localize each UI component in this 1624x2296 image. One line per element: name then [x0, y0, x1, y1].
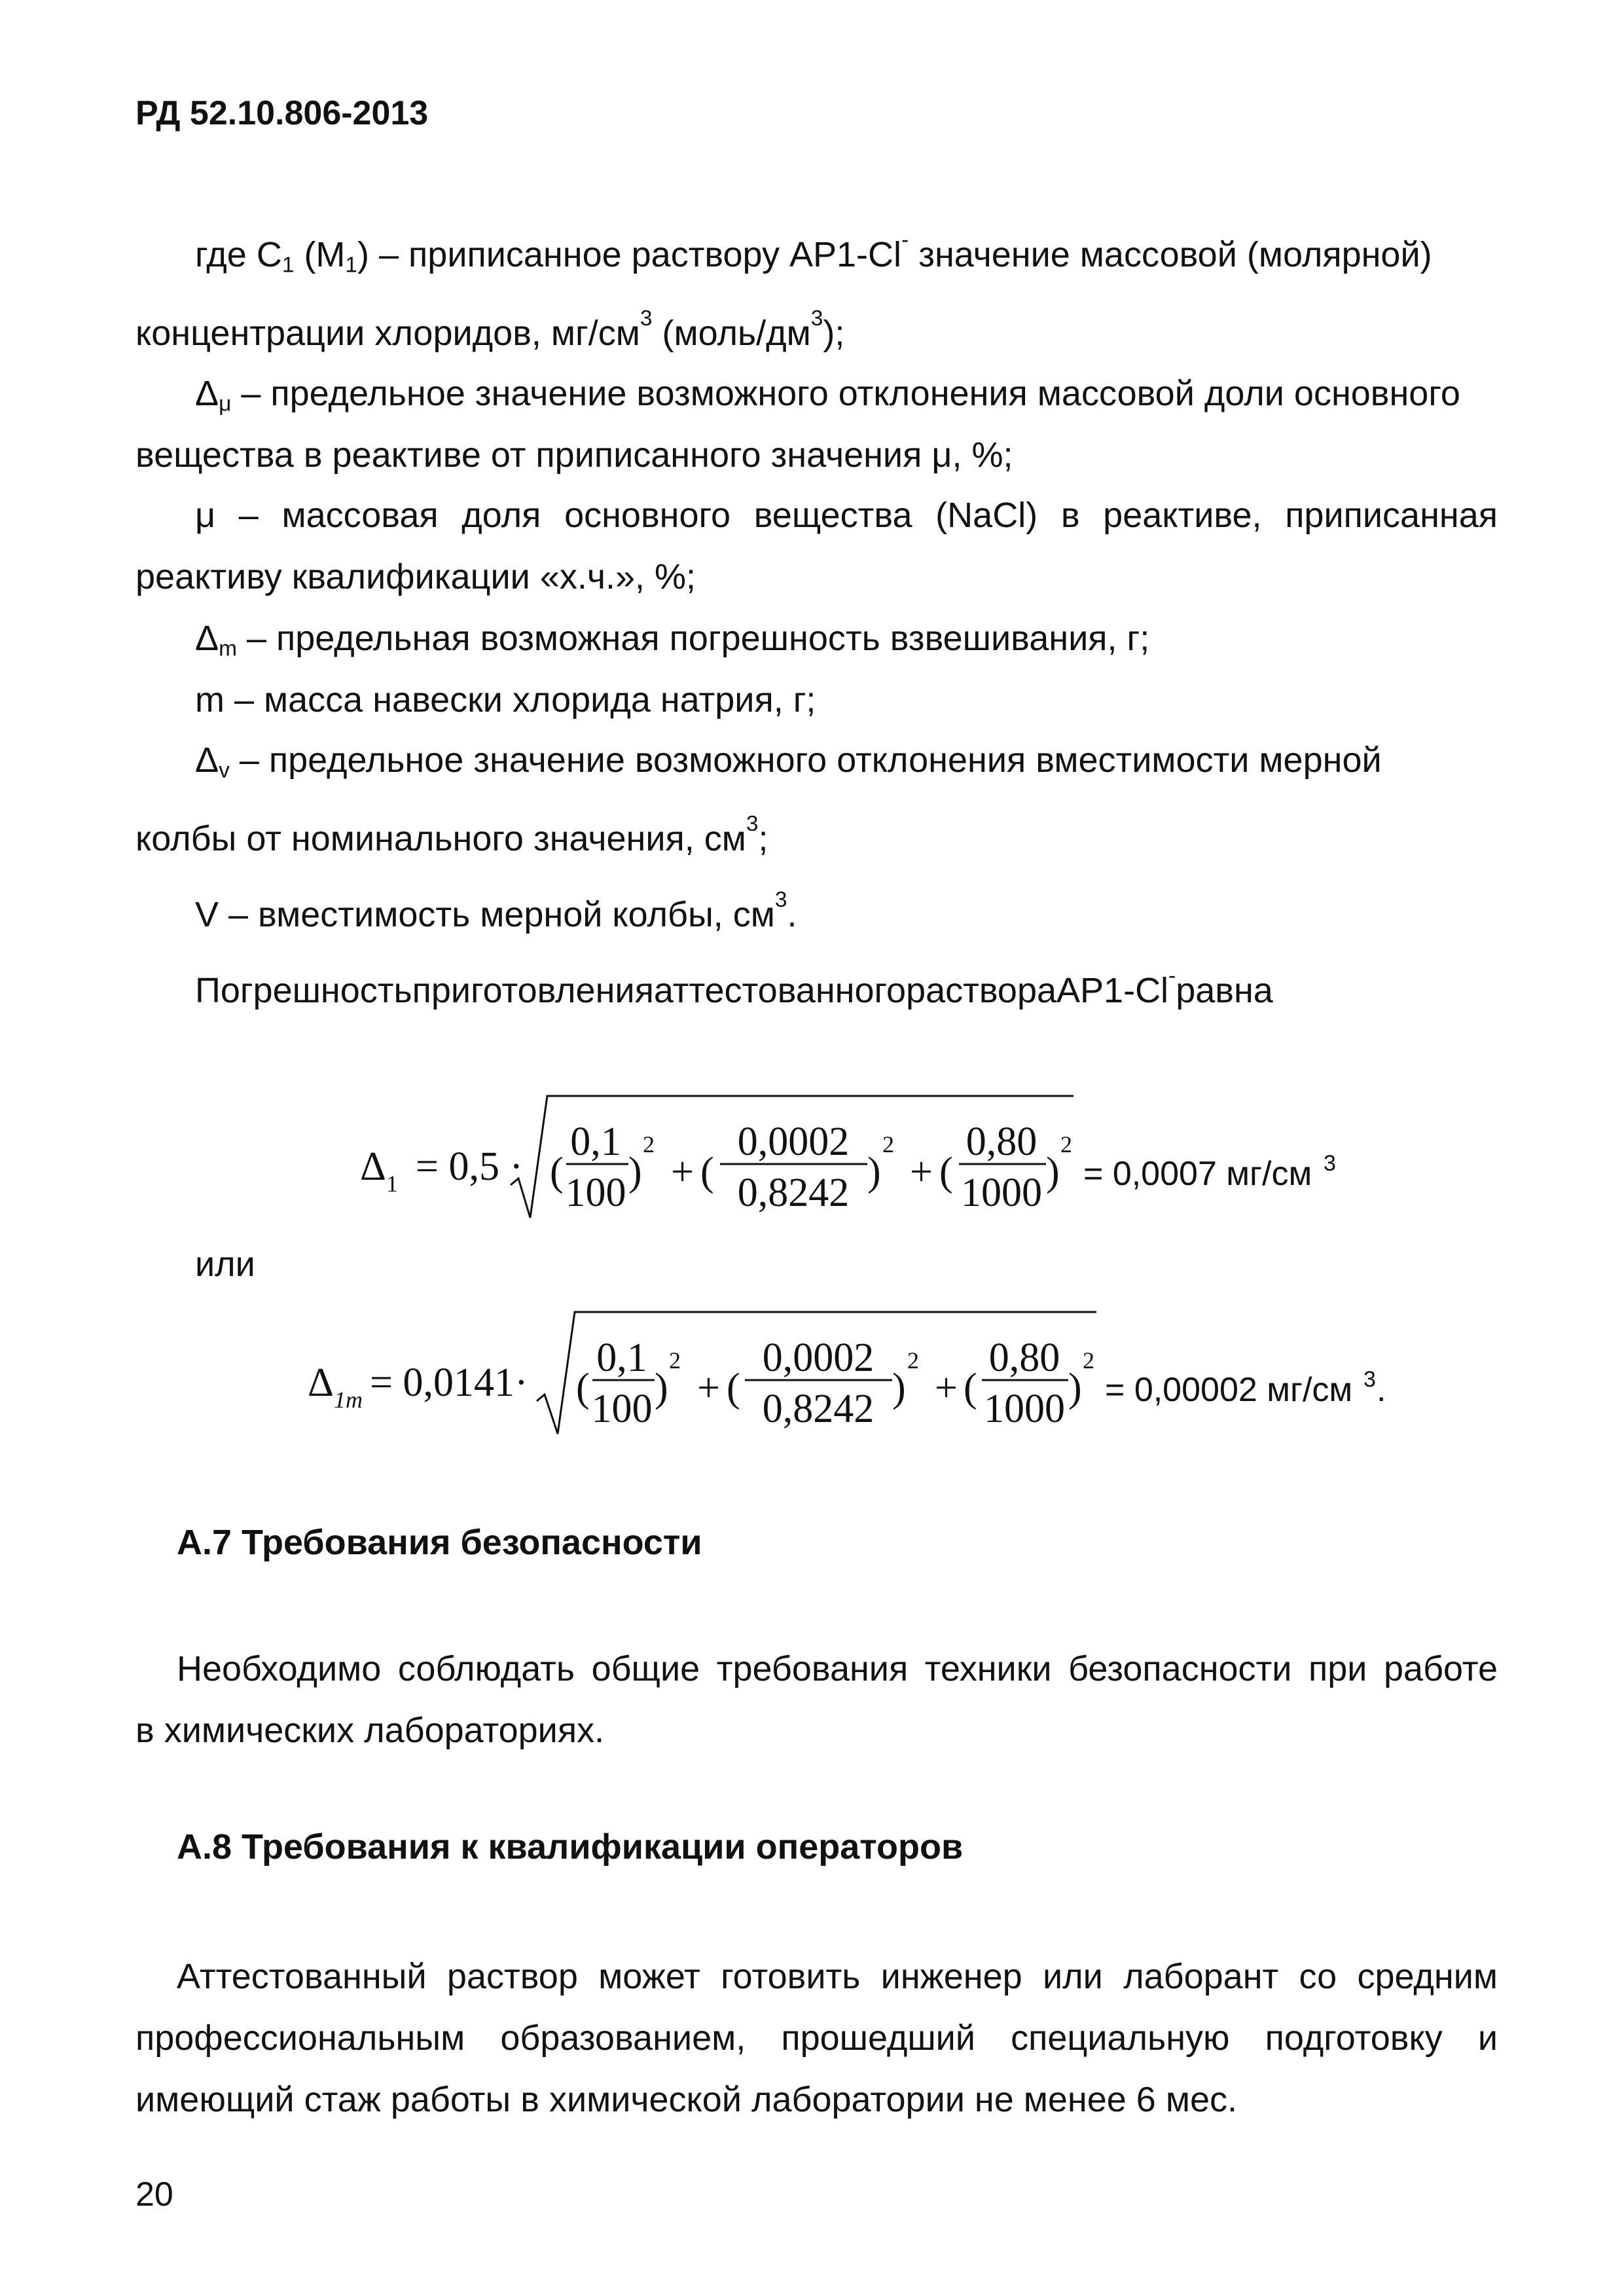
formula1-exp-2: 2 [882, 1131, 894, 1157]
formula2-paren-open-1: ( [576, 1366, 590, 1410]
formula2-lhs: Δ [308, 1360, 334, 1405]
definition-delta-mu-line2: вещества в реактиве от приписанного значения μ, %; [135, 435, 1013, 475]
formula2-paren-close-1: ) [655, 1366, 668, 1410]
definition-delta-m: $\Delta_m$ – предельная возможная погрешность взвешивания, г; [195, 619, 1150, 661]
formula2-coef: = 0,0141· [370, 1360, 528, 1405]
definition-delta-v-line1: $\Delta_v$ – предельное значение возможного отклонения вместимости мерной [195, 740, 1382, 783]
formula1-result: = 0,0007 мг/см [1083, 1155, 1312, 1193]
formula2-paren-close-2: ) [892, 1366, 906, 1410]
formula2-paren-open-3: ( [964, 1366, 977, 1410]
section-a8-heading: А.8 Требования к квалификации операторов [177, 1827, 964, 1867]
definition-mu-line1: μ – массовая доля основного вещества (NaCl) в реактиве, приписанная [195, 496, 1498, 535]
formula1-num-1: 0,1 [570, 1120, 621, 1164]
formula2-result: = 0,00002 мг/см [1105, 1371, 1353, 1409]
formula2-den-1: 100 [591, 1387, 653, 1431]
formula1-plus-2: + [910, 1150, 933, 1194]
definition-delta-v-line2: колбы от номинального значения, $см^3$; [135, 811, 768, 858]
formula1-paren-close-1: ) [628, 1150, 642, 1194]
section-a8-line3: имеющий стаж работы в химической лаборатории не менее 6 мес. [135, 2080, 1237, 2119]
formula-delta-1m [301, 1303, 1414, 1455]
formula2-den-3: 1000 [984, 1387, 1065, 1431]
formula2-num-1: 0,1 [596, 1336, 647, 1380]
formula1-exp-1: 2 [643, 1131, 655, 1157]
formula2-paren-close-3: ) [1068, 1366, 1082, 1410]
section-a7-heading: А.7 Требования безопасности [177, 1523, 702, 1562]
formula1-den-3: 1000 [961, 1171, 1042, 1215]
section-a7-line1: Необходимо соблюдать общие требования техники безопасности при работе [177, 1649, 1498, 1688]
formula2-exp-2: 2 [907, 1347, 919, 1374]
definition-c1-line1: где $С_1$ $(М_1)$ – приписанное раствору АР1-Сl- значение массовой (молярной) [195, 227, 1432, 278]
formula2-exp-1: 2 [669, 1347, 681, 1374]
minus-sup: - [901, 227, 909, 252]
formula1-lhs: Δ [360, 1144, 386, 1189]
formula1-num-2: 0,0002 [737, 1120, 850, 1164]
formula1-exp-3: 2 [1060, 1131, 1072, 1157]
formula1-num-3: 0,80 [965, 1120, 1038, 1164]
formula-delta-1 [353, 1087, 1375, 1239]
formula2-num-2: 0,0002 [762, 1336, 875, 1380]
section-a8-line2: профессиональным образованием, прошедший специальную подготовку и [135, 2018, 1498, 2058]
formula2-num-3: 0,80 [988, 1336, 1060, 1380]
formula1-lhs-sub: 1 [386, 1171, 398, 1197]
formula2-plus-1: + [697, 1366, 720, 1410]
formula1-coef: = 0,5 · [416, 1144, 524, 1189]
formula1-paren-close-3: ) [1046, 1150, 1060, 1194]
formula1-den-1: 100 [565, 1171, 626, 1215]
formula2-result-sup: 3 [1363, 1367, 1376, 1392]
formula2-exp-3: 2 [1083, 1347, 1094, 1374]
section-a7-line2: в химических лабораториях. [135, 1711, 605, 1750]
formula1-paren-close-2: ) [867, 1150, 881, 1194]
definition-delta-mu-line1: $\Delta_\mu$ – предельное значение возможного отклонения массовой доли основного [195, 374, 1460, 416]
page-number: 20 [135, 2176, 173, 2214]
definition-c1-line2: концентрации хлоридов, $мг/см^3$ $(моль/дм^3)$; [135, 306, 845, 353]
formula1-paren-open-3: ( [939, 1150, 953, 1194]
formula2-den-2: 0,8242 [762, 1387, 875, 1431]
formula1-plus-1: + [671, 1150, 694, 1194]
document-code: РД 52.10.806-2013 [135, 94, 429, 132]
definition-mu-line2: реактиву квалификации «х.ч.», %; [135, 557, 696, 596]
definition-v: V – вместимость мерной колбы, $см^3$. [195, 887, 797, 934]
definition-m: m – масса навески хлорида натрия, г; [195, 680, 816, 720]
formula2-lhs-sub: 1m [334, 1387, 363, 1413]
error-statement: ПогрешностьприготовленияаттестованногорастворaАР1-Сl-равна [195, 963, 1273, 1010]
section-a8-line1: Аттестованный раствор может готовить инженер или лаборант со средним [177, 1957, 1498, 1996]
formula1-result-sup: 3 [1324, 1151, 1336, 1176]
formula2-paren-open-2: ( [727, 1366, 740, 1410]
or-word: или [195, 1245, 255, 1284]
formula2-plus-2: + [935, 1366, 958, 1410]
formula1-den-2: 0,8242 [737, 1171, 850, 1215]
formula1-paren-open-2: ( [700, 1150, 714, 1194]
formula2-result-end: . [1377, 1371, 1386, 1409]
formula1-paren-open-1: ( [550, 1150, 564, 1194]
